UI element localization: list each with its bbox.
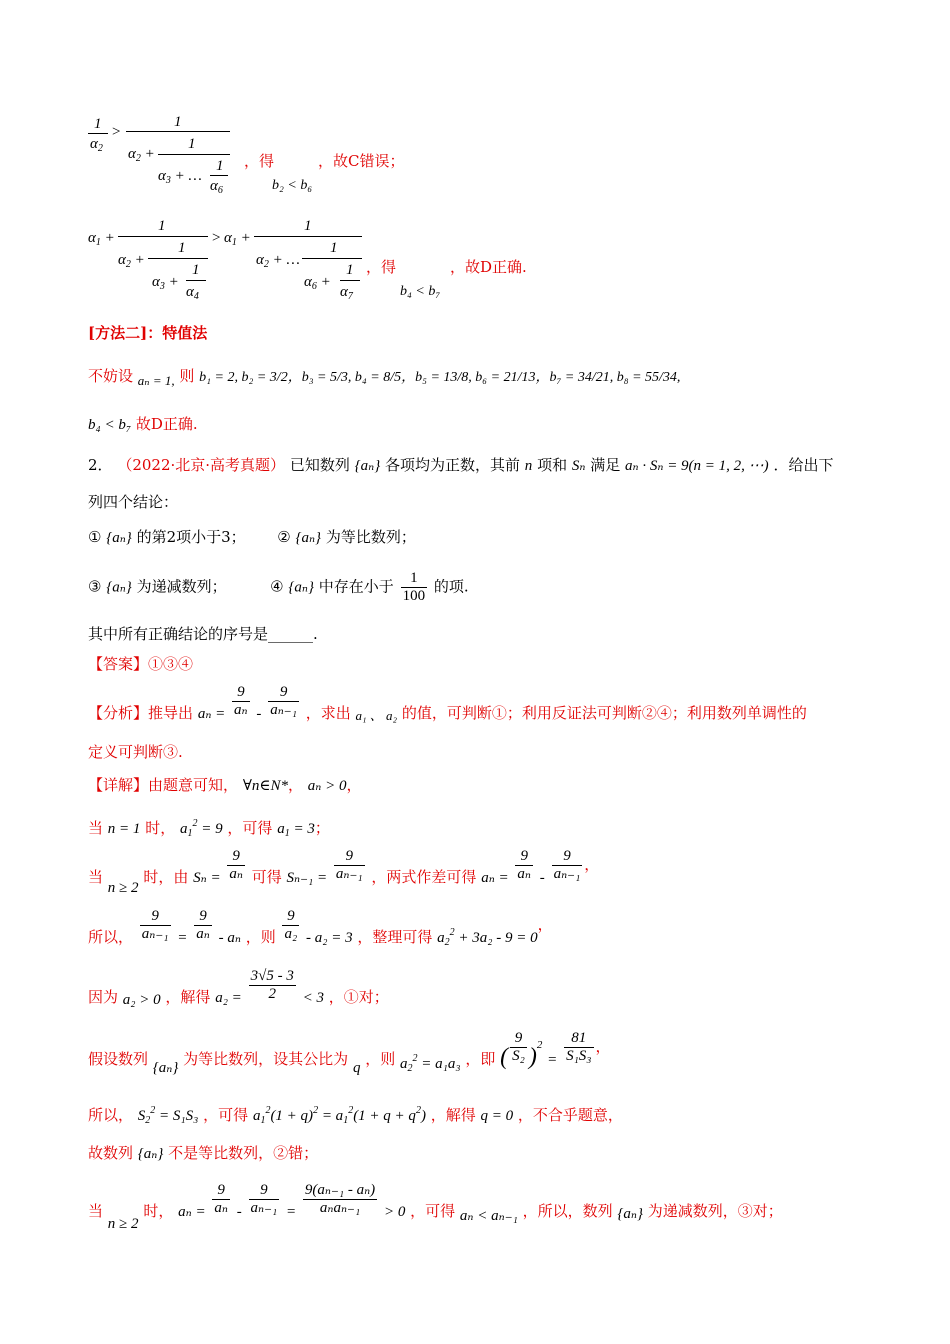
c2-mark: ② <box>277 528 291 546</box>
d-l7a: 所以， <box>88 1106 134 1124</box>
seq-an-c4: {aₙ} <box>288 579 314 596</box>
conclusion-row-2 <box>88 570 469 606</box>
analysis-text-d: 定义可判断③. <box>88 743 183 761</box>
d-l7c: ，解得 <box>430 1106 476 1124</box>
analysis-line: 【分析】推导出 aₙ = $\frac{9}{\text{aₙ}}$ - $\frac{9}{\text{aₙ₋₁}}$ ，求出 a₁ 、 a₂ 的值，可判断①；利用反证法可判断②④；利用数列单调性的 <box>88 684 807 723</box>
detail-line3: 当 n ≥ 2 时，由 Sₙ = $\frac{9}{\text{aₙ}}$ 可得 Sₙ₋₁ = $\frac{9}{\text{aₙ₋₁}}$ ，两式作差可得 aₙ = $\frac{9}{\text{aₙ}}$ - $\frac{9}{\text{aₙ₋₁}}$ ， <box>88 848 600 896</box>
problem2-number: 2． <box>88 456 113 474</box>
answer-label: 【答案】 <box>88 655 149 673</box>
d-l7d: ，不合乎题意， <box>517 1106 623 1124</box>
c4-text-a: 中存在小于 <box>318 577 394 596</box>
c2-text: 为等比数列； <box>325 528 416 546</box>
detail-l1: 由题意可知， <box>148 776 239 794</box>
d-l5a: 因为 <box>88 987 119 1006</box>
detail-line2: 当 n = 1 时， $a_1^2 = 9$ ，可得 $a_1 = 3$； <box>88 818 330 839</box>
problem2-source: （2022·北京·高考真题） <box>117 456 286 474</box>
method2-then: 则 <box>179 367 195 385</box>
d-l4a: 所以， <box>88 927 134 946</box>
var-n: n <box>524 458 533 474</box>
problem2-stem-f: 列四个结论： <box>88 493 179 511</box>
seq-an-c1: {aₙ} <box>106 530 132 546</box>
c4-mark: ④ <box>270 577 284 596</box>
seq-an-c3: {aₙ} <box>106 579 132 596</box>
method2-conclusion <box>88 414 198 435</box>
detail-line1: 【详解】由题意可知， ∀n∈N*， aₙ > 0， <box>88 776 362 794</box>
problem2-stem-e: ．给出下 <box>773 456 834 474</box>
d-l6a: 假设数列 <box>88 1049 149 1068</box>
method2-conclusion-expr: b₄ < b₇ <box>88 417 132 433</box>
d-l4b: ，则 <box>245 927 276 946</box>
method2-cond: aₙ = 1, <box>137 373 175 388</box>
line-d-conclusion: ，故D正确. <box>450 258 527 276</box>
d-l2a: 当 <box>88 819 104 837</box>
fraction-d-block: $\alpha_1$ + 1 $\alpha_2$ + 1 $\alpha_3$ + 1 $\alpha_4$ > $\alpha_1$ + 1 $\alpha_2$ + … 1 $\alpha_6$ + 1 $\alpha_7$ <box>88 216 378 308</box>
method2-conclusion-text: 故D正确. <box>135 415 198 433</box>
var-sn: Sₙ <box>571 458 586 474</box>
d-l5c: ，①对； <box>328 987 389 1006</box>
frac-1-100: $\frac{1}{100}$ <box>402 570 426 604</box>
d-l7b: ，可得 <box>203 1106 249 1124</box>
c3-text: 为递减数列； <box>136 577 227 596</box>
d-l8a: 故数列 <box>88 1144 134 1162</box>
problem2-question: 其中所有正确结论的序号是______. <box>88 625 318 643</box>
detail-line5: 因为 a₂ > 0 ，解得 a₂ = $\frac{3√5 - 3}{2}$ < 3 ，①对； <box>88 968 389 1008</box>
d-l6d: ，即 <box>465 1049 496 1068</box>
method2-values: b₁ = 2, b₂ = 3/2，b₃ = 5/3, b₄ = 8/5，b₅ = 13/8, b₆ = 21/13，b₇ = 34/21, b₈ = 55/34, <box>199 370 681 385</box>
d-l3b: 时，由 <box>143 867 189 886</box>
d-l9c: ，可得 <box>410 1201 456 1220</box>
problem2-stem-d: 满足 <box>590 456 621 474</box>
method2-lead: 不妨设 <box>88 367 134 385</box>
problem2-stem-b: 各项均为正数，其前 <box>384 456 520 474</box>
line-d-result: b₄ < b₇ <box>400 284 441 299</box>
d-l8b: 不是等比数列，②错； <box>168 1144 319 1162</box>
d-l2c: ，可得 <box>227 819 273 837</box>
analysis-text-b: ，求出 <box>305 703 351 722</box>
problem2-stem-line1 <box>88 455 833 476</box>
d-l4c: ，整理可得 <box>357 927 433 946</box>
line-c-result: b₂ < b₆ <box>272 178 313 193</box>
a1-a2: a₁ 、 a₂ <box>355 707 398 723</box>
d-l5b: ，解得 <box>165 987 211 1006</box>
conclusion-row-1 <box>88 527 416 548</box>
frac-9-an1: $\frac{9}{\text{aₙ₋₁}}$ <box>270 684 297 718</box>
d-l3d: ，两式作差可得 <box>371 867 477 886</box>
d-l6b: 为等比数列，设其公比为 <box>183 1049 349 1068</box>
fraction-c-block: 1 $\alpha_2$ > 1 $\alpha_2$ + 1 $\alpha_3$ + … 1 $\alpha_6$ <box>88 112 408 202</box>
d-l3c: 可得 <box>251 867 282 886</box>
d-l9b: 时， <box>143 1201 174 1220</box>
detail-line6: 假设数列 {aₙ} 为等比数列，设其公比为 q ，则 $a_2^2 = a_1a_3$ ，即 ( $\frac{9}{\text{S₂}}$ )$^2$ = $\frac{81}{\text{S₁S₃}}$ ， <box>88 1030 611 1076</box>
line-c-tail: ，得 <box>244 152 275 170</box>
seq-an-c2: {aₙ} <box>295 530 322 546</box>
detail-line8: 故数列 {aₙ} 不是等比数列，②错； <box>88 1144 319 1162</box>
detail-label: 【详解】 <box>88 776 149 794</box>
d-l9d: ，所以，数列 <box>522 1201 613 1220</box>
seq-an-1: {aₙ} <box>354 458 381 474</box>
analysis-text-c: 的值，可判断①；利用反证法可判断②④；利用数列单调性的 <box>401 703 807 722</box>
problem2-stem-a: 已知数列 <box>289 456 350 474</box>
method2-line <box>88 356 680 396</box>
answer-line <box>88 654 193 674</box>
problem2-stem-c: 项和 <box>537 456 568 474</box>
c3-mark: ③ <box>88 577 102 596</box>
answer-value: ①③④ <box>148 655 194 673</box>
frac-9-an: $\frac{9}{\text{aₙ}}$ <box>234 684 248 718</box>
d-l9e: 为递减数列，③对； <box>647 1201 783 1220</box>
d-l9a: 当 <box>88 1201 104 1220</box>
c1-text: 的第2项小于3； <box>136 528 246 546</box>
line-c-conclusion: ，故C错误； <box>318 152 405 170</box>
analysis-text-a: 推导出 <box>148 703 194 722</box>
detail-line9: 当 n ≥ 2 时， aₙ = $\frac{9}{\text{aₙ}}$ - $\frac{9}{\text{aₙ₋₁}}$ = 9(aₙ₋₁ - aₙ) aₙaₙ₋₁ > 0 ，可得 aₙ < aₙ₋₁ ，所以，数列 {aₙ} 为递减数列，③对； <box>88 1182 783 1232</box>
d-l6c: ，则 <box>365 1049 396 1068</box>
d-l2b: 时， <box>145 819 176 837</box>
analysis-label: 【分析】 <box>88 703 149 722</box>
problem2-condition: aₙ · Sₙ = 9(n = 1, 2, ⋯) <box>625 458 769 474</box>
c4-text-b: 的项. <box>433 577 469 596</box>
method2-title: [方法二]：特值法 <box>88 324 208 342</box>
line-d-tail: ，得 <box>366 258 397 276</box>
an-symbol: aₙ = <box>197 705 226 722</box>
d-l3a: 当 <box>88 867 104 886</box>
detail-line7: 所以， $S_2^2 = S_1S_3$ ，可得 $a_1^2(1 + q)^2 = a_1^2(1 + q + q^2)$ ，解得 q = 0 ，不合乎题意， <box>88 1105 623 1126</box>
detail-line4: 所以， $\frac{9}{\text{aₙ₋₁}}$ = $\frac{9}{\text{aₙ}}$ - aₙ ，则 $\frac{9}{\text{a₂}}$ - a₂ = 3 ，整理可得 $a_2^2 + 3a_2 - 9 = 0$， <box>88 908 553 948</box>
c1-mark: ① <box>88 528 102 546</box>
